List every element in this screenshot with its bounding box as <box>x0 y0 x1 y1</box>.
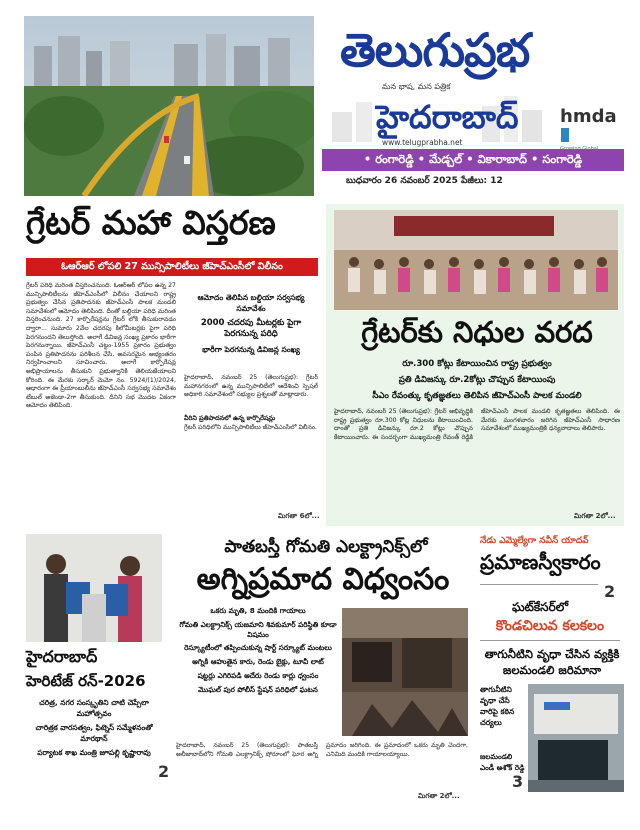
greater-expansion-body2: హైదరాబాద్, నవంబర్ 25 (తెలుగుప్రభ): గ్రేటర్ మహానగరంలో ఉన్న మున్సిపాలిటీలో ఆదేశించి స్పెషల్ అధికారి సమావేశంలో సభ్యుల ప్రశ్నలతో మాట్లాడారు. <box>184 374 318 399</box>
greater-expansion-headline: గ్రేటర్ మహా విస్తరణ <box>26 203 276 242</box>
district-bar <box>322 149 624 171</box>
heritage-subtitle: హెరిటేజ్ రన్-2026 <box>26 672 146 690</box>
district-3: • వికారాబాద్ <box>466 151 527 166</box>
ghatkesar-kicker: ఘట్‌కేసర్‌లో <box>511 600 569 614</box>
water-side-text2: జలమండలి ఎండీ అశోక్ రెడ్డి <box>480 752 525 772</box>
fire-point-4: అగ్నికి ఆహుతైన కారు, రెండు బైక్లు, టూవీ లాట్ <box>192 657 324 667</box>
heritage-illustration <box>26 534 162 642</box>
funds-point-3: సీఎం రేవంత్కు కృతజ్ఞతలు తెలిపిన జీహెచ్ఎంసీ పాలక మండలి <box>372 391 582 401</box>
district-1: • రంగారెడ్డి <box>363 151 414 166</box>
edition-name: హైదరాబాద్ <box>376 98 519 136</box>
council-photo <box>334 210 618 310</box>
oath-divider <box>480 584 598 585</box>
greater-expansion-body: గ్రేటర్ పరిధి మరింత విస్తరించనుంది. ఓఆర్ఆర్ లోపల ఉన్న 27 మున్సిపాలిటీలను జీహెచ్ఎంసీలో విలీనం చేయాలని రాష్ట్ర ప్రభుత్వం చేసిన ప్రతిపాదనకు జీహెచ్ఎంసీ పాలక మండలి సమావేశంలో ఆమోదం తెలిపింది. దీంతో బల్దియా పరిధి మరింత విస్తరించనుంది. 27 కార్పొరేషన్లను గ్రేటర్ లోకి తీసుకురావడం ద్వారా... సుమారు 2వేల చదరపు కిలోమీటర్లకు పైగా పరిధి పెరగనుందని తెలుస్తోంది. అలాగే డివిజన్ల సంఖ్య ప్రకారం భారీగా పెరగనున్నాయి. జీహెచ్ఎంసీ చట్టం-1955 ప్రకారం ప్రభుత్వం పంపిన ప్రతిపాదనను పరిశీలన చేసి, అవసరమైన అభ్యంతరం నిర్వహించాలని సూచించారు. అలాగే కార్పొరేషన్ల అభిప్రాయాలను తీసుకుని ప్రభుత్వానికి తెలియజేయాలని కోరింది. ఈ మేరకు సర్కార్ మెమో నం. 5924/(1)/2024, ఆధారంగా ఈ ప్రీయాంబులీను జీహెచ్ఎంసీ సర్వసభ్య సమావేశం టేబుల్ అజెండా-2గా తీసుకుంది. దీనిని సభ మొదట ఏకంగా ఆమోదం తెలిపింది. <box>26 282 176 410</box>
fire-continued[interactable]: మిగతా 2లో... <box>418 792 460 800</box>
oath-kicker: నేడు ఎమ్మెల్యేగా నవీన్ యాదవ్ <box>480 536 589 546</box>
fire-photo <box>342 608 468 736</box>
funds-point-2: ప్రతి డివిజన్కు రూ.2కోట్లు చొప్పున కేటాయింపు <box>398 375 556 385</box>
heritage-point-2: చారిత్రక వారసత్వం, ఫిట్నెస్ సమ్మేళనంతో మారథాన్ <box>35 723 153 743</box>
funds-point-1: రూ.300 కోట్లు కేటాయించిన రాష్ట్ర ప్రభుత్వం <box>402 359 552 369</box>
masthead <box>322 16 624 196</box>
heritage-title: హైదరాబాద్ <box>26 647 98 666</box>
fire-illustration <box>342 608 468 736</box>
expansion-point-1: ఆమోదం తెలిపిన బల్దియా సర్వసభ్య సమావేశం <box>197 293 305 313</box>
funds-headline: గ్రేటర్‌కు నిధుల వరద <box>361 315 593 349</box>
fire-point-1: ఒకరు మృతి, 8 మందికి గాయాలు <box>210 606 306 615</box>
fire-point-6: మొఘల్ పుర పోలీస్ స్టేషన్ పరిధిలో ఘటన <box>198 684 318 694</box>
heritage-page-ref[interactable]: 2 <box>158 762 170 781</box>
hmda-mark-icon <box>561 128 569 142</box>
district-2: • మేడ్చల్ <box>417 151 463 166</box>
website: www.telugprabha.net <box>382 138 463 147</box>
fire-body: హైదరాబాద్, నవంబర్ 25 (తెలుగుప్రభ): పాతబస్తీ అలీజాబాద్‌లోని గోమతి ఎలక్ట్రానిక్స్ షోరూంలో ఘోర అగ్ని ప్రమాదం జరిగింది. ఈ ప్రమాదంలో ఒకరు మృతి చెందగా, ఎనిమిది మందికి గాయాలయ్యాయి. <box>176 742 468 758</box>
greater-expansion-subhead: వీరిని ప్రతిపాదనలో ఉన్న కార్పొరేషన్లు <box>184 414 276 422</box>
hmda-text: hmda <box>560 106 617 127</box>
water-side-text: తాగునీటిని వృధా చేసే వారిపై కఠిన చర్యలు <box>480 685 515 727</box>
flyover-photo <box>24 16 314 196</box>
funds-body: హైదరాబాద్, నవంబర్ 25 (తెలుగుప్రభ): గ్రేటర్ అభివృద్ధికి రాష్ట్ర ప్రభుత్వం రూ.300 కోట్ల నిధులను కేటాయించింది. దాంతో ప్రతి డివిజన్కు రూ.2 కోట్లు చొప్పున కేటాయించారు. ఈ సందర్భంగా ముఖ్యమంత్రి రేవంత్ రెడ్డికి జీహెచ్ఎంసీ పాలక మండలి కృతజ్ఞతలు తెలిపింది. ఈ మేరకు మంగళవారం జరిగిన జీహెచ్ఎంసీ సాధారణ సమావేశంలో ముఖ్యమంత్రికి ధన్యవాదాలు తెలిపారు. <box>334 408 620 441</box>
heritage-point-3: పర్యాటక శాఖ మంత్రి జూపల్లి కృష్ణారావు <box>37 748 151 757</box>
oath-headline: ప్రమాణస్వీకారం <box>480 550 601 574</box>
greater-expansion-strap: ఓఆర్ఆర్ లోపలి 27 మున్సిపాలిటీలు జీహెచ్ఎంసీలో విలీనం <box>26 258 318 276</box>
flyover-illustration <box>24 16 314 196</box>
ghatkesar-headline: కొండచిలువ కలకలం <box>495 618 605 634</box>
fire-point-2: గోమతి ఎలక్ట్రానిక్స్ యజమాని శివకుమార్ పరిస్థితి కూడా విషమం <box>179 619 337 639</box>
oath-page-ref[interactable]: 2 <box>604 582 616 601</box>
masthead-title: తెలుగుప్రభ <box>340 23 530 77</box>
water-illustration <box>528 684 624 792</box>
funds-points <box>334 356 620 404</box>
district-4: • సంగారెడ్డి <box>530 151 583 166</box>
expansion-point-2: 2000 చదరపు మీటర్లకు పైగా పెరగనున్న పరిధి <box>200 318 302 339</box>
fire-kicker: పాతబస్తీ గోమతి ఎలక్ట్రానిక్స్‌లో <box>224 537 428 557</box>
water-photo <box>528 684 624 792</box>
council-illustration <box>334 210 618 310</box>
heritage-points <box>28 698 160 759</box>
greater-expansion-body3: గ్రేటర్ పరిధిలోని మున్సిపాలిటీలు జీహెచ్ఎంసీలో విలీనం. <box>184 424 317 431</box>
heritage-point-1: చరిత్ర, నగర సంస్కృతిని చాటి చెప్పేలా మహోత్సవం <box>39 698 149 718</box>
water-headline: తాగునీటిని వృధా చేసిన వ్యక్తికి జలమండలి జరిమానా <box>484 647 620 677</box>
water-page-ref[interactable]: 3 <box>512 772 524 791</box>
fire-points <box>176 606 340 695</box>
dateline: బుధవారం 26 నవంబర్ 2025 పేజీలు: 12 <box>346 176 503 186</box>
heritage-photo <box>26 534 162 642</box>
funds-continued[interactable]: మిగతా 2లో... <box>574 512 616 520</box>
ghatkesar-divider <box>480 640 620 641</box>
greater-expansion-points <box>184 292 318 355</box>
hmda-logo <box>560 106 616 138</box>
fire-point-5: షట్టర్లు ఎగిరిపడి అదేరు రెండు కార్లు ధ్వంసం <box>197 670 319 680</box>
greater-expansion-continued[interactable]: మిగతా 6లో... <box>278 512 320 520</box>
expansion-point-3: భారీగా పెరగనున్న డివిజన్ల సంఖ్య <box>202 345 300 354</box>
fire-point-3: రెస్క్యూటీంలో తప్పించుకున్న షార్ట్ సర్క్యూట్ మంటలు <box>184 643 332 653</box>
fire-headline: అగ్నిప్రమాద విధ్వంసం <box>196 562 450 597</box>
masthead-tagline: మన భాష, మన పత్రిక <box>382 82 451 91</box>
